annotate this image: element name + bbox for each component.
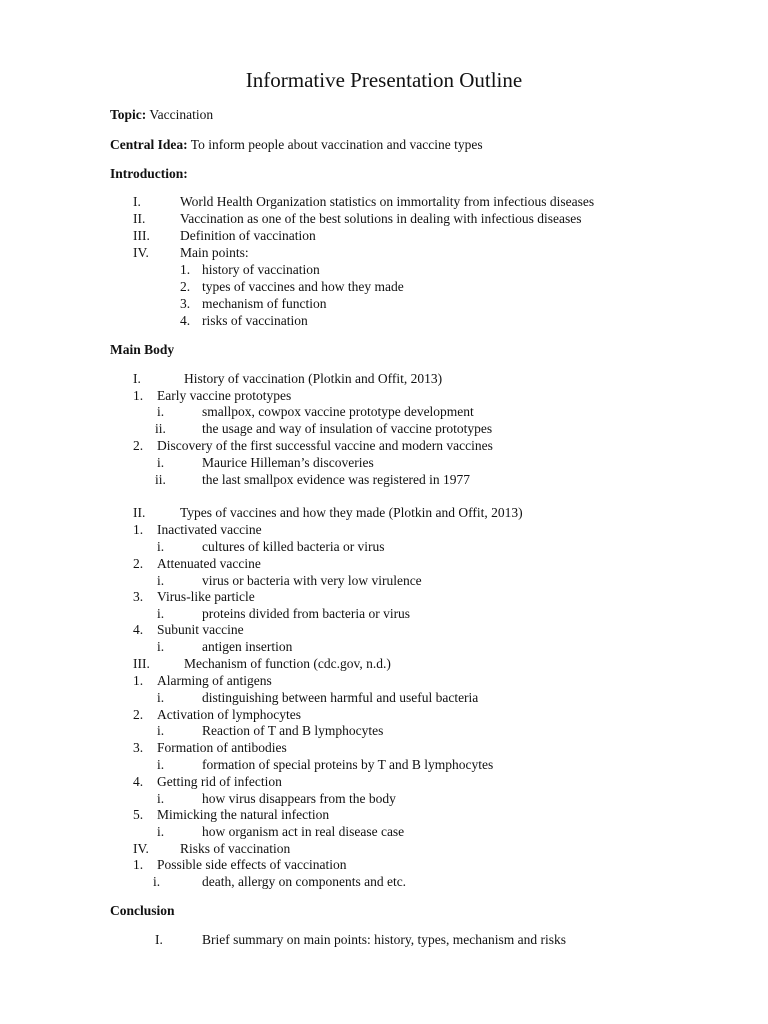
point-text: Early vaccine prototypes bbox=[157, 388, 292, 403]
subpoint-num: ii. bbox=[155, 421, 166, 436]
subpoint-text: the usage and way of insulation of vaccine prototypes bbox=[202, 421, 493, 436]
conclusion-heading: Conclusion bbox=[110, 903, 175, 918]
subpoint-text: proteins divided from bacteria or virus bbox=[202, 606, 411, 621]
page-title: Informative Presentation Outline bbox=[245, 68, 523, 92]
point-text: Virus-like particle bbox=[157, 589, 255, 604]
point-text: Alarming of antigens bbox=[157, 673, 272, 688]
subpoint-text: antigen insertion bbox=[202, 639, 293, 654]
point-text: Activation of lymphocytes bbox=[157, 707, 301, 722]
subpoint-num: i. bbox=[157, 539, 165, 554]
subpoint-text: cultures of killed bacteria or virus bbox=[202, 539, 385, 554]
point-text: Mimicking the natural infection bbox=[157, 807, 330, 822]
main-point-text: types of vaccines and how they made bbox=[202, 279, 404, 294]
point-num: 4. bbox=[133, 622, 144, 637]
point-text: Inactivated vaccine bbox=[157, 522, 262, 537]
conclusion-item-text: Brief summary on main points: history, types, mechanism and risks bbox=[202, 932, 566, 947]
central-idea-label: Central Idea: bbox=[110, 137, 188, 152]
section-title: Risks of vaccination bbox=[180, 841, 291, 856]
subpoint-text: how organism act in real disease case bbox=[202, 824, 405, 839]
subpoint-num: i. bbox=[157, 824, 165, 839]
section-num: III. bbox=[133, 656, 150, 671]
main-point-num: 2. bbox=[180, 279, 191, 294]
section-num: I. bbox=[133, 371, 141, 386]
subpoint-text: the last smallpox evidence was registered in 1977 bbox=[202, 472, 471, 487]
subpoint-num: i. bbox=[157, 404, 165, 419]
point-num: 5. bbox=[133, 807, 144, 822]
main-point-text: history of vaccination bbox=[202, 262, 320, 277]
point-num: 1. bbox=[133, 857, 144, 872]
point-num: 1. bbox=[133, 522, 144, 537]
subpoint-num: i. bbox=[157, 639, 165, 654]
subpoint-text: formation of special proteins by T and B lymphocytes bbox=[202, 757, 494, 772]
conclusion-item-num: I. bbox=[155, 932, 163, 947]
intro-item-num: I. bbox=[133, 194, 141, 209]
point-num: 4. bbox=[133, 774, 144, 789]
point-num: 1. bbox=[133, 673, 144, 688]
subpoint-num: i. bbox=[157, 455, 165, 470]
point-text: Subunit vaccine bbox=[157, 622, 244, 637]
main-body-heading: Main Body bbox=[110, 342, 175, 357]
point-num: 2. bbox=[133, 556, 144, 571]
subpoint-num: i. bbox=[157, 791, 165, 806]
section-title: Mechanism of function (cdc.gov, n.d.) bbox=[184, 656, 391, 671]
main-point-num: 1. bbox=[180, 262, 191, 277]
point-num: 3. bbox=[133, 740, 144, 755]
subpoint-num: i. bbox=[157, 757, 165, 772]
subpoint-num: ii. bbox=[155, 472, 166, 487]
topic-value: Vaccination bbox=[149, 107, 214, 122]
subpoint-num: i. bbox=[157, 690, 165, 705]
subpoint-text: how virus disappears from the body bbox=[202, 791, 396, 806]
intro-item-text: Definition of vaccination bbox=[180, 228, 316, 243]
point-num: 2. bbox=[133, 707, 144, 722]
point-num: 3. bbox=[133, 589, 144, 604]
topic-label: Topic: bbox=[110, 107, 147, 122]
intro-item-text: Main points: bbox=[180, 245, 249, 260]
subpoint-text: virus or bacteria with very low virulence bbox=[202, 573, 422, 588]
main-point-num: 4. bbox=[180, 313, 191, 328]
subpoint-text: Reaction of T and B lymphocytes bbox=[202, 723, 384, 738]
subpoint-text: death, allergy on components and etc. bbox=[202, 874, 407, 889]
point-num: 1. bbox=[133, 388, 144, 403]
topic-line bbox=[110, 106, 213, 123]
intro-item-num: III. bbox=[133, 228, 150, 243]
section-num: II. bbox=[133, 505, 146, 520]
main-point-text: risks of vaccination bbox=[202, 313, 308, 328]
point-text: Discovery of the first successful vaccine and modern vaccines bbox=[157, 438, 493, 453]
main-point-text: mechanism of function bbox=[202, 296, 327, 311]
subpoint-num: i. bbox=[153, 874, 161, 889]
section-title: Types of vaccines and how they made (Plotkin and Offit, 2013) bbox=[180, 505, 523, 520]
point-text: Possible side effects of vaccination bbox=[157, 857, 347, 872]
subpoint-num: i. bbox=[157, 573, 165, 588]
subpoint-text: distinguishing between harmful and useful bacteria bbox=[202, 690, 479, 705]
point-text: Formation of antibodies bbox=[157, 740, 287, 755]
subpoint-text: Maurice Hilleman’s discoveries bbox=[202, 455, 374, 470]
point-text: Getting rid of infection bbox=[157, 774, 282, 789]
introduction-heading: Introduction: bbox=[110, 166, 188, 181]
main-point-num: 3. bbox=[180, 296, 191, 311]
intro-item-text: Vaccination as one of the best solutions in dealing with infectious diseases bbox=[180, 211, 582, 226]
subpoint-num: i. bbox=[157, 606, 165, 621]
subpoint-text: smallpox, cowpox vaccine prototype development bbox=[202, 404, 474, 419]
subpoint-num: i. bbox=[157, 723, 165, 738]
intro-item-num: IV. bbox=[133, 245, 149, 260]
intro-item-num: II. bbox=[133, 211, 146, 226]
point-num: 2. bbox=[133, 438, 144, 453]
section-title: History of vaccination (Plotkin and Offit, 2013) bbox=[184, 371, 443, 386]
central-idea-line bbox=[110, 136, 483, 153]
point-text: Attenuated vaccine bbox=[157, 556, 261, 571]
central-idea-value: To inform people about vaccination and vaccine types bbox=[190, 137, 483, 152]
section-num: IV. bbox=[133, 841, 149, 856]
intro-item-text: World Health Organization statistics on immortality from infectious diseases bbox=[180, 194, 595, 209]
